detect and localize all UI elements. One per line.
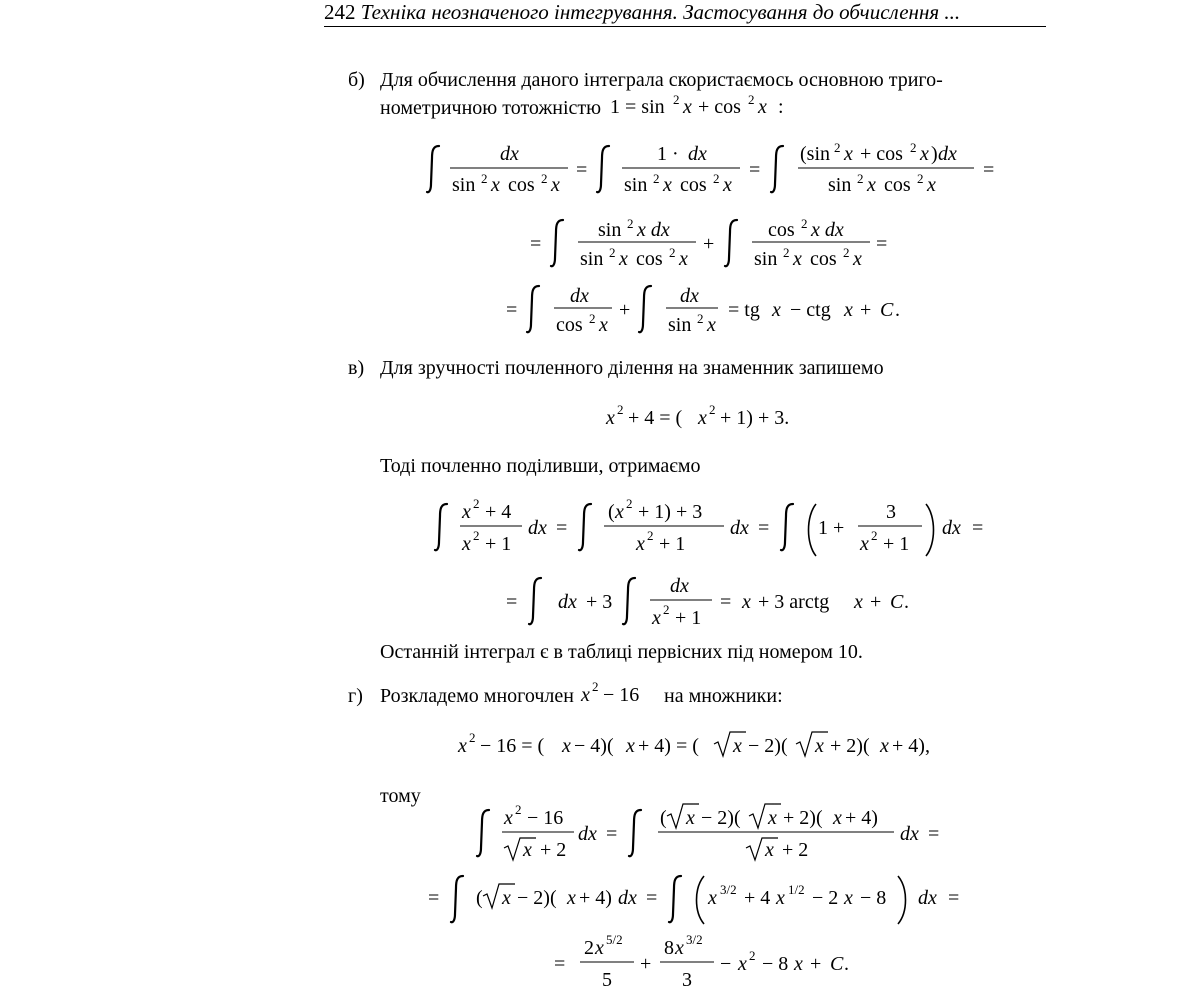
svg-text:.: . — [904, 591, 909, 613]
svg-text:=: = — [646, 887, 658, 909]
part-g-line1 — [348, 682, 783, 710]
svg-text:sin: sin — [828, 174, 852, 196]
svg-text:x: x — [567, 887, 576, 909]
svg-text:x: x — [595, 937, 604, 959]
part-v-line2: Тоді почленно поділивши, отримаємо — [380, 455, 701, 477]
svg-text:− 8: − 8 — [860, 887, 887, 909]
svg-text:x: x — [615, 501, 624, 523]
svg-text:+ 2)(: + 2)( — [783, 807, 823, 829]
svg-text:x: x — [758, 96, 767, 118]
svg-text:x: x — [562, 735, 571, 757]
svg-text:x: x — [636, 533, 645, 555]
svg-text:dx: dx — [938, 143, 957, 165]
part-g-inline-formula — [579, 682, 659, 706]
svg-text:x: x — [675, 937, 684, 959]
svg-text:cos: cos — [556, 314, 583, 336]
svg-text:2: 2 — [843, 245, 850, 260]
svg-text:2: 2 — [473, 496, 480, 511]
svg-text:=: = — [506, 299, 518, 321]
equation-g1 — [450, 728, 970, 762]
svg-text:x: x — [815, 735, 824, 757]
svg-text:sin: sin — [624, 174, 648, 196]
svg-text:=: = — [720, 591, 732, 613]
svg-text:+ 2: + 2 — [782, 839, 809, 861]
svg-text:x: x — [833, 807, 842, 829]
svg-text:− 2)(: − 2)( — [701, 807, 741, 829]
svg-text:=: = — [506, 591, 518, 613]
svg-text:− 16 = (: − 16 = ( — [480, 735, 545, 757]
svg-text:cos: cos — [768, 219, 795, 241]
svg-text:C: C — [890, 591, 904, 613]
svg-text:dx: dx — [528, 517, 547, 539]
svg-text:+: + — [703, 233, 715, 255]
svg-text:2: 2 — [653, 171, 660, 186]
part-b-identity-formula — [606, 94, 821, 118]
svg-text:+ 2: + 2 — [540, 839, 567, 861]
equation-g4 — [548, 930, 888, 988]
svg-text:2: 2 — [627, 216, 634, 231]
svg-text:dx: dx — [918, 887, 937, 909]
svg-text:2: 2 — [834, 140, 841, 155]
svg-text:x: x — [504, 807, 513, 829]
svg-text:x: x — [794, 953, 803, 975]
svg-text:dx: dx — [900, 823, 919, 845]
svg-text:2: 2 — [663, 602, 670, 617]
svg-text:x: x — [738, 953, 747, 975]
svg-text:2: 2 — [584, 937, 594, 959]
page-number: 242 — [324, 0, 356, 24]
svg-text:(: ( — [608, 501, 615, 523]
svg-text:=: = — [428, 887, 440, 909]
svg-text:(: ( — [660, 807, 667, 829]
part-v-label: в) — [348, 357, 365, 379]
svg-text:x: x — [927, 174, 936, 196]
svg-text:2: 2 — [647, 528, 654, 543]
part-b-line2 — [380, 94, 821, 122]
svg-text:− 16: − 16 — [527, 807, 564, 829]
svg-text:x: x — [733, 735, 742, 757]
svg-text:x: x — [707, 314, 716, 336]
part-v-line1 — [348, 354, 884, 382]
svg-text:+ 4: + 4 — [485, 501, 512, 523]
svg-text:1 = sin: 1 = sin — [610, 96, 665, 118]
svg-text:2: 2 — [748, 94, 755, 107]
svg-text:2: 2 — [749, 948, 756, 963]
svg-text:=: = — [948, 887, 960, 909]
svg-text:x: x — [920, 143, 929, 165]
running-header — [324, 0, 1046, 27]
svg-text:.: . — [895, 299, 900, 321]
svg-text:2: 2 — [617, 402, 624, 417]
svg-text:−: − — [720, 953, 732, 975]
svg-text:x: x — [698, 407, 707, 429]
svg-text:cos: cos — [680, 174, 707, 196]
svg-text:x: x — [765, 839, 774, 861]
svg-text:+: + — [640, 953, 652, 975]
svg-text:x: x — [580, 684, 590, 706]
svg-text:x: x — [708, 887, 717, 909]
svg-text:2: 2 — [871, 528, 878, 543]
svg-text:x: x — [462, 501, 471, 523]
svg-text:5: 5 — [602, 969, 612, 988]
svg-text:+: + — [619, 299, 631, 321]
svg-text:dx: dx — [578, 823, 597, 845]
svg-text:x: x — [491, 174, 500, 196]
svg-text:x: x — [652, 607, 661, 629]
svg-text:+ 4: + 4 — [744, 887, 771, 909]
part-b-line2-text: нометричною тотожністю — [380, 97, 602, 119]
svg-text:dx: dx — [680, 285, 699, 307]
svg-text:+: + — [870, 591, 882, 613]
svg-text:x: x — [742, 591, 751, 613]
svg-text:x: x — [523, 839, 532, 861]
svg-text:+ 1) + 3.: + 1) + 3. — [720, 407, 790, 429]
svg-text:x: x — [723, 174, 732, 196]
svg-text:x: x — [599, 314, 608, 336]
svg-text:sin: sin — [598, 219, 622, 241]
svg-text:x: x — [793, 248, 802, 270]
svg-text:dx: dx — [670, 575, 689, 597]
svg-text:sin: sin — [452, 174, 476, 196]
svg-text:− 4)(: − 4)( — [574, 735, 614, 757]
svg-text:+ cos: + cos — [860, 143, 903, 165]
svg-text:cos: cos — [884, 174, 911, 196]
part-g-line1-tail: на множники: — [663, 685, 783, 707]
svg-text:2: 2 — [541, 171, 548, 186]
equation-b3 — [500, 278, 930, 340]
svg-text:2: 2 — [713, 171, 720, 186]
svg-text:x dx: x dx — [637, 219, 670, 241]
part-g-label: г) — [348, 685, 363, 707]
svg-text:5/2: 5/2 — [606, 932, 623, 947]
svg-text:2: 2 — [589, 311, 596, 326]
svg-text:8: 8 — [664, 937, 674, 959]
equation-b1 — [420, 138, 1010, 200]
part-b-label: б) — [348, 69, 365, 91]
svg-text:cos: cos — [508, 174, 535, 196]
equation-b2 — [528, 212, 898, 274]
part-b-line1 — [348, 66, 943, 94]
part-g-line1-text: Розкладемо многочлен — [380, 685, 574, 707]
equation-v3 — [500, 568, 930, 632]
part-v-line1-text: Для зручності почленного ділення на знаменник запишемо — [380, 357, 884, 379]
svg-text:x: x — [844, 887, 853, 909]
svg-text:+ 4),: + 4), — [892, 735, 930, 757]
svg-text:2: 2 — [591, 682, 599, 694]
svg-text:x dx: x dx — [811, 219, 844, 241]
svg-text:dx: dx — [500, 143, 519, 165]
svg-text:=: = — [983, 159, 995, 181]
svg-text:): ) — [931, 143, 938, 165]
svg-text:dx: dx — [558, 591, 577, 613]
svg-text:− ctg: − ctg — [790, 299, 831, 321]
svg-text:+ cos: + cos — [698, 96, 742, 118]
svg-text:=: = — [749, 159, 761, 181]
svg-text:x: x — [551, 174, 560, 196]
svg-text:x: x — [768, 807, 777, 829]
svg-text:x: x — [626, 735, 635, 757]
svg-text:x: x — [854, 591, 863, 613]
svg-text:cos: cos — [636, 248, 663, 270]
part-v-line3: Останній інтеграл є в таблиці первісних під номером 10. — [380, 641, 863, 663]
svg-text:+ 1: + 1 — [485, 533, 512, 555]
equation-g2 — [470, 800, 960, 864]
svg-text:=: = — [606, 823, 618, 845]
equation-v2 — [428, 494, 998, 558]
svg-text:3: 3 — [682, 969, 692, 988]
svg-text:+: + — [810, 953, 822, 975]
svg-text:+ 1: + 1 — [883, 533, 910, 555]
svg-text:=: = — [758, 517, 770, 539]
part-b-line1-text: Для обчислення даного інтеграла скористаємось основною триго- — [380, 69, 943, 91]
svg-text:+ 2)(: + 2)( — [830, 735, 870, 757]
svg-text:2: 2 — [469, 730, 476, 745]
svg-text:C: C — [830, 953, 844, 975]
equation-g3 — [424, 868, 1004, 928]
svg-text:− 8: − 8 — [762, 953, 789, 975]
svg-text:x: x — [772, 299, 781, 321]
svg-text:=: = — [576, 159, 588, 181]
svg-text:x: x — [860, 533, 869, 555]
svg-text:C: C — [880, 299, 894, 321]
svg-text:=: = — [556, 517, 568, 539]
svg-text:x: x — [619, 248, 628, 270]
svg-text:2: 2 — [917, 171, 924, 186]
svg-text:+: + — [860, 299, 872, 321]
svg-text:2: 2 — [515, 802, 522, 817]
svg-text:2: 2 — [473, 528, 480, 543]
svg-text:sin: sin — [580, 248, 604, 270]
svg-text:.: . — [844, 953, 849, 975]
svg-text:1 +: 1 + — [818, 517, 845, 539]
svg-text:+ 4): + 4) — [845, 807, 878, 829]
svg-text:3/2: 3/2 — [686, 932, 703, 947]
svg-text:2: 2 — [783, 245, 790, 260]
svg-text:dx: dx — [942, 517, 961, 539]
svg-text:3: 3 — [886, 501, 896, 523]
svg-text:dx: dx — [688, 143, 707, 165]
svg-text:+ 4 = (: + 4 = ( — [628, 407, 683, 429]
svg-text:x: x — [679, 248, 688, 270]
svg-text:dx: dx — [570, 285, 589, 307]
svg-text:x: x — [683, 96, 692, 118]
svg-text:2: 2 — [609, 245, 616, 260]
svg-text:− 2)(: − 2)( — [517, 887, 557, 909]
svg-text:2: 2 — [910, 140, 917, 155]
svg-text:x: x — [844, 299, 853, 321]
svg-text:=: = — [972, 517, 984, 539]
svg-text:=: = — [928, 823, 940, 845]
svg-text:+ 4): + 4) — [579, 887, 612, 909]
svg-text:1/2: 1/2 — [788, 882, 805, 897]
svg-text:2: 2 — [626, 496, 633, 511]
svg-text:x: x — [853, 248, 862, 270]
running-title: Техніка неозначеного інтегрування. Застосування до обчислення ... — [360, 0, 961, 24]
svg-text:x: x — [844, 143, 853, 165]
svg-text:2: 2 — [801, 216, 808, 231]
svg-text:dx: dx — [730, 517, 749, 539]
svg-text:− 2)(: − 2)( — [748, 735, 788, 757]
svg-text:2: 2 — [673, 94, 680, 107]
svg-text:− 16: − 16 — [602, 684, 640, 706]
svg-text:x: x — [776, 887, 785, 909]
svg-text:dx: dx — [618, 887, 637, 909]
svg-text:x: x — [686, 807, 695, 829]
svg-text:=: = — [554, 953, 566, 975]
svg-text:x: x — [606, 407, 615, 429]
svg-text::: : — [778, 96, 784, 118]
svg-text:+ 1: + 1 — [659, 533, 686, 555]
svg-text:= tg: = tg — [728, 299, 760, 321]
part-g-line2: тому — [380, 785, 421, 807]
svg-text:2: 2 — [481, 171, 488, 186]
svg-text:x: x — [458, 735, 467, 757]
svg-text:=: = — [530, 233, 542, 255]
svg-text:1 ·: 1 · — [657, 143, 679, 165]
svg-text:x: x — [462, 533, 471, 555]
svg-text:(: ( — [476, 887, 483, 909]
equation-v1 — [600, 400, 830, 434]
svg-text:+ 4) = (: + 4) = ( — [638, 735, 699, 757]
svg-text:2: 2 — [669, 245, 676, 260]
svg-text:− 2: − 2 — [812, 887, 839, 909]
svg-text:+ 1: + 1 — [675, 607, 702, 629]
svg-text:+ 1) + 3: + 1) + 3 — [638, 501, 703, 523]
svg-text:=: = — [876, 233, 888, 255]
svg-text:x: x — [880, 735, 889, 757]
svg-text:sin: sin — [668, 314, 692, 336]
svg-text:x: x — [663, 174, 672, 196]
svg-text:2: 2 — [709, 402, 716, 417]
svg-text:2: 2 — [697, 311, 704, 326]
svg-text:x: x — [867, 174, 876, 196]
svg-text:sin: sin — [754, 248, 778, 270]
svg-text:3/2: 3/2 — [720, 882, 737, 897]
svg-text:x: x — [502, 887, 511, 909]
svg-text:+ 3: + 3 — [586, 591, 613, 613]
svg-text:+ 3 arctg: + 3 arctg — [758, 591, 830, 613]
svg-text:2: 2 — [857, 171, 864, 186]
svg-text:cos: cos — [810, 248, 837, 270]
svg-text:(sin: (sin — [800, 143, 830, 165]
